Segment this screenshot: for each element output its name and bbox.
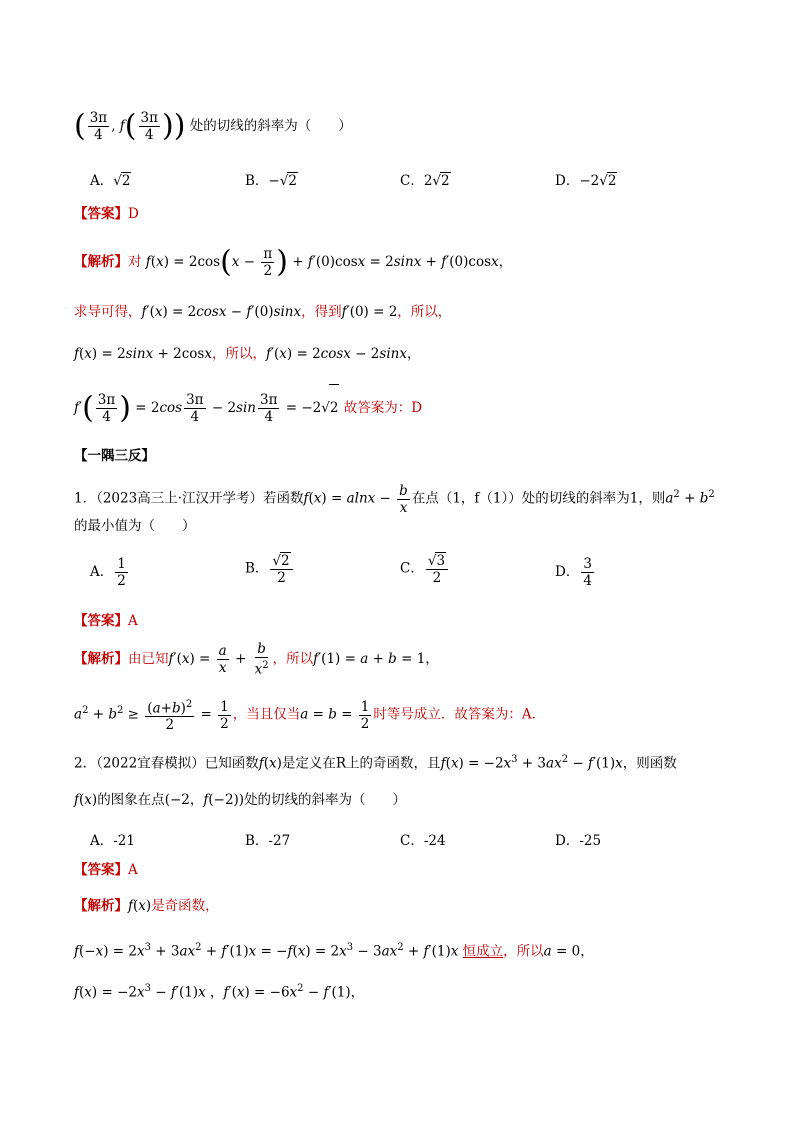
analysis-1-line-2: $a^2 + b^2$ ≥ $\frac{(a+b)^2}{2}$ = $\frac{1}{2}$ ，当且仅当a = b = $\frac{1}{2}$ 时等号成立．故答案为：A． (74, 698, 546, 734)
answer-line: 【答案】A (74, 862, 138, 878)
analysis-1-line-1: 【解析】由已知f′(x) = $\frac{a}{x}$ + $\frac{b}{x^2}$ ，所以f′(1) = a + b = 1， (74, 641, 439, 678)
fraction: $\frac{3\pi}{4}$ (89, 110, 108, 143)
option-d[interactable]: D． $\frac{3}{4}$ (555, 556, 592, 589)
analysis-2-line-1: 【解析】f(x)是奇函数， (74, 898, 219, 914)
question-1-stem-2: 的最小值为（ ） (74, 518, 196, 534)
option-c[interactable]: C．-24 (400, 833, 446, 849)
answer-line: 【答案】A (74, 613, 138, 629)
option-c[interactable]: C．2√2 (400, 173, 450, 189)
analysis-2-line-2: $f(-x) = 2x^3 + 3ax^2 + f'(1)x = -f(x) = 2x^3 - 3ax^2 + f'(1)x$ 恒成立，所以a = 0， (74, 942, 594, 960)
question-1-stem: 1．（2023高三上·江汉开学考）若函数f(x) = alnx − $\frac{b}{x}$ 在点（1，f（1））处的切线的斜率为1，则$a^2 + b^2$ (74, 482, 715, 516)
option-a[interactable]: A．√2 (90, 173, 131, 189)
option-b[interactable]: B．-27 (245, 833, 291, 849)
question-2-stem-2: f(x)的图象在点(−2，f(−2))处的切线的斜率为（ ） (74, 792, 407, 808)
analysis-line-4: f′( $\frac{3\pi}{4}$ ) = 2cos $\frac{3\pi}{4}$ − 2sin $\frac{3\pi}{4}$ = −2√2 故答案为：D (74, 384, 734, 430)
analysis-2-line-3: $f(x) = -2x^3 - f'(1)x$ ，$f'(x) = -6x^2 - f'(1)$， (74, 983, 365, 1001)
option-d[interactable]: D．−2√2 (555, 173, 617, 189)
answer-line: 【答案】D (74, 206, 139, 222)
stem-text: 处的切线的斜率为（ ） (189, 118, 352, 134)
option-b[interactable]: B． $\frac{√2}{2}$ (245, 552, 295, 586)
section-heading: 【一隅三反】 (74, 448, 155, 464)
analysis-line-1: 【解析】对 f(x) = 2cos(x − $\frac{\pi}{2}$ ) + f′(0)cosx = 2sinx + f′(0)cosx， (74, 244, 513, 280)
analysis-line-2: 求导可得，f′(x) = 2cosx − f′(0)sinx，得到f′(0) = 2，所以， (74, 304, 452, 320)
question-stem-continued: ( $\frac{3\pi}{4}$ , f( $\frac{3\pi}{4}$ )) 处的切线的斜率为（ ） (74, 108, 352, 144)
option-d[interactable]: D．-25 (555, 833, 602, 849)
option-b[interactable]: B．−√2 (245, 173, 297, 189)
option-c[interactable]: C． $\frac{√3}{2}$ (400, 552, 450, 586)
question-2-stem: 2．（2022宜春模拟）已知函数f(x)是定义在R上的奇函数，且$f(x) = -2x^3 + 3ax^2 - f'(1)x$，则函数 (74, 754, 677, 772)
analysis-line-3: f(x) = 2sinx + 2cosx，所以，f′(x) = 2cosx − 2sinx， (74, 346, 421, 362)
option-a[interactable]: A．-21 (90, 833, 135, 849)
option-a[interactable]: A． $\frac{1}{2}$ (90, 556, 126, 589)
